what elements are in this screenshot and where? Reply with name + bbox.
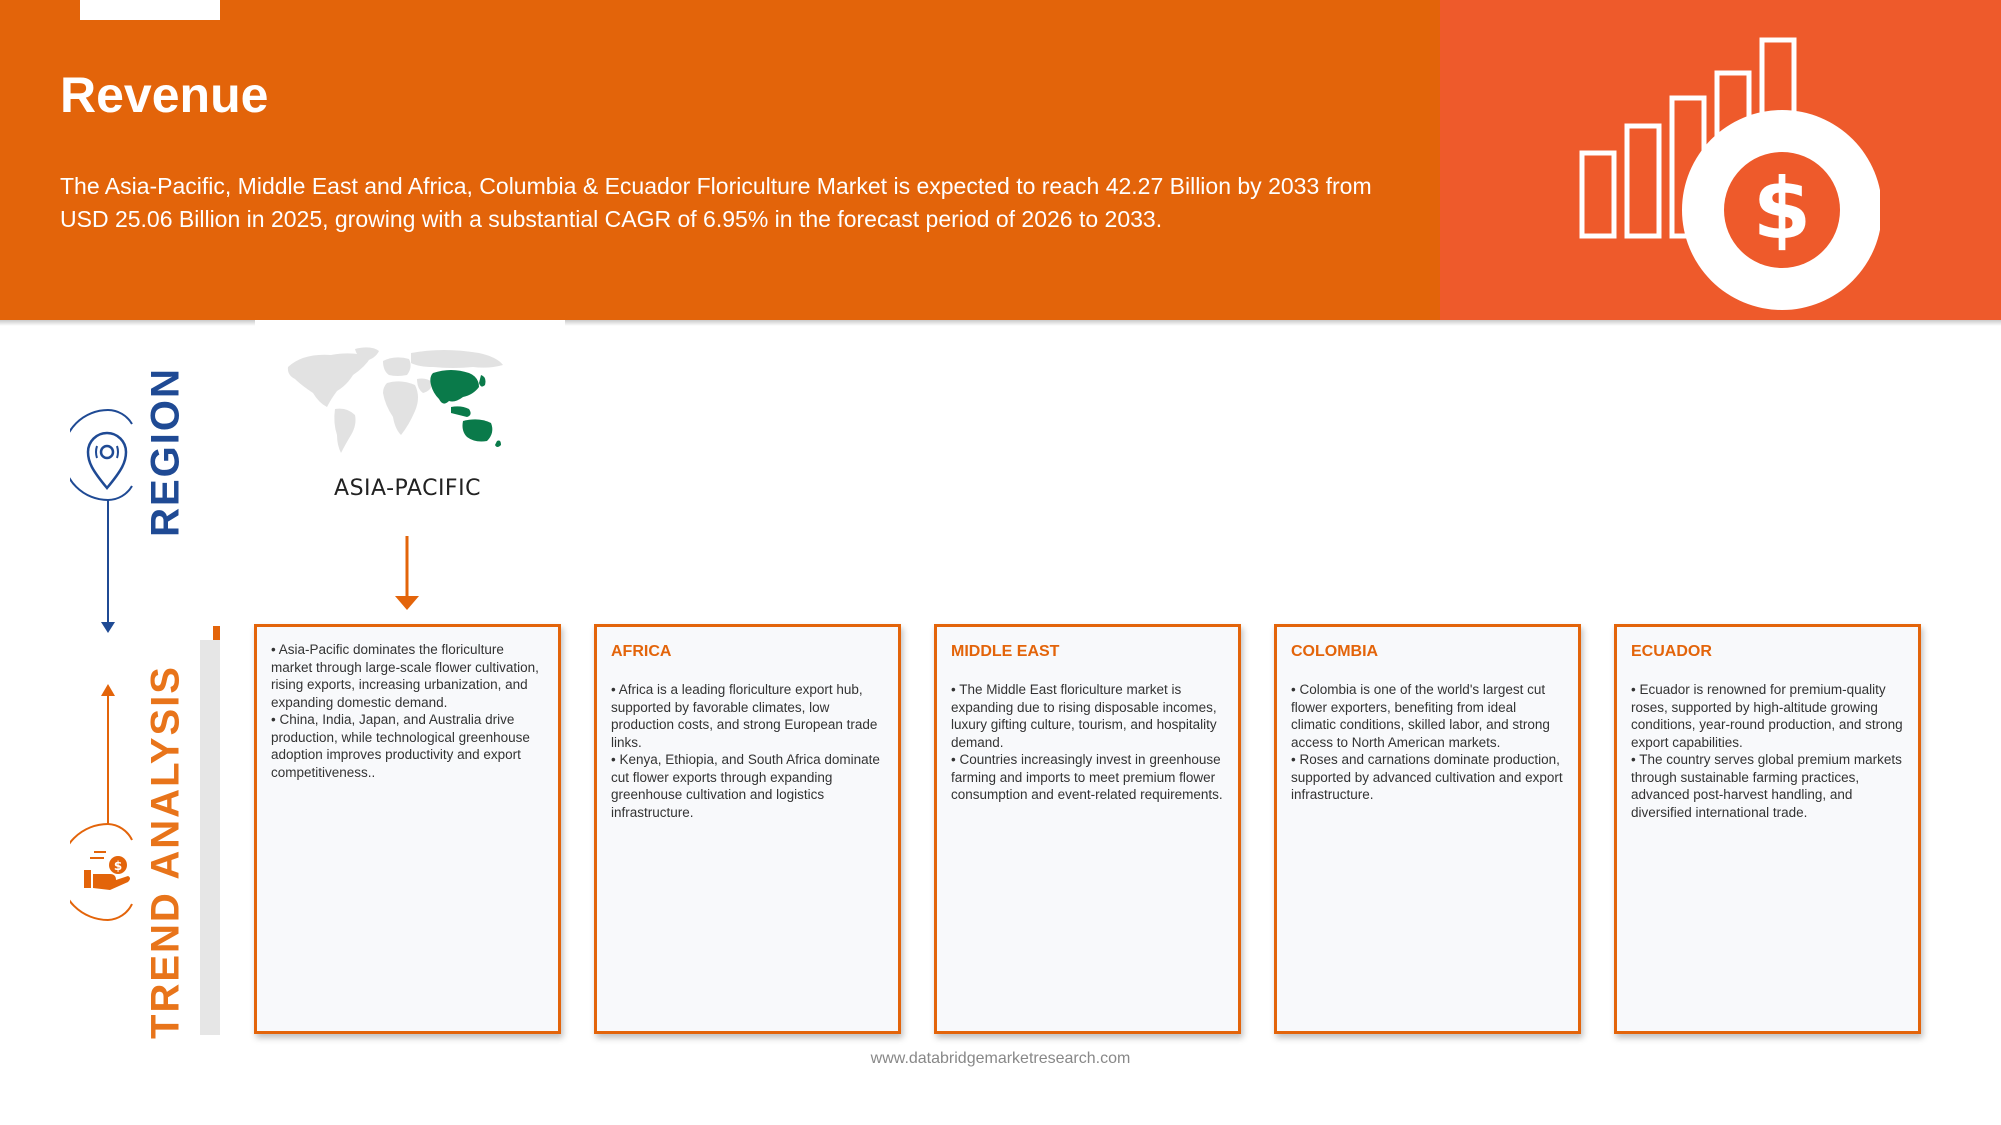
card-middle-east: [934, 624, 1241, 1034]
svg-text:$: $: [1752, 160, 1812, 258]
region-label: REGION: [143, 367, 188, 537]
dollar-icon: [1724, 152, 1840, 268]
card-point: • Countries increasingly invest in greenhouse farming and imports to meet premium flower consumption and event-related requirements.: [951, 752, 1223, 802]
card-africa: [594, 624, 901, 1034]
rail-connector: [70, 400, 150, 930]
rail-tab: [80, 0, 220, 20]
card-point: • Asia-Pacific dominates the floriculture market through large-scale flower cultivation, rising exports, increasing urbanization, and expanding domestic demand.: [271, 642, 539, 710]
card-point: • Africa is a leading floriculture export hub, supported by favorable climates, low production costs, and strong European trade links.: [611, 682, 878, 750]
header-banner: [0, 0, 1440, 320]
card-title: COLOMBIA: [1291, 643, 1379, 660]
card-point: • Kenya, Ethiopia, and South Africa dominate cut flower exports through expanding greenhouse cultivation and logistics infrastructure.: [611, 752, 880, 820]
card-point: • Ecuador is renowned for premium-quality roses, supported by high-altitude growing conditions, year-round production, and strong export capabilities.: [1631, 682, 1903, 750]
card-ecuador: [1614, 624, 1921, 1034]
card-title: ECUADOR: [1631, 643, 1712, 660]
card-asia-pacific: [254, 624, 561, 1034]
footer-url: www.databridgemarketresearch.com: [870, 1050, 1131, 1067]
card-title: AFRICA: [611, 643, 672, 660]
asia-pacific-highlight: [430, 370, 501, 447]
rail-divider: [200, 640, 220, 1035]
card-point: • The country serves global premium markets through sustainable farming practices, advanced post-harvest handling, and diversified international trade.: [1631, 752, 1902, 820]
card-colombia: [1274, 624, 1581, 1034]
region-name: ASIA-PACIFIC: [334, 476, 481, 501]
world-map: [283, 345, 508, 455]
hand-coin-icon: [84, 852, 130, 890]
card-body: [951, 681, 1224, 804]
card-body: [1631, 681, 1904, 821]
map-tab: [255, 320, 565, 340]
card-point: • Roses and carnations dominate production, supported by advanced cultivation and export infrastructure.: [1291, 752, 1563, 802]
card-point: • Colombia is one of the world's largest cut flower exporters, benefiting from ideal climatic conditions, skilled labor, and strong access to North American markets.: [1291, 682, 1550, 750]
arrow-down-icon: [393, 536, 421, 612]
svg-text:$: $: [113, 859, 123, 873]
trend-analysis-label: TREND ANALYSIS: [143, 665, 188, 1039]
card-point: • China, India, Japan, and Australia drive production, while technological greenhouse adoption improves productivity and export competitiveness..: [271, 712, 530, 780]
card-title: MIDDLE EAST: [951, 643, 1060, 660]
card-body: [1291, 681, 1564, 804]
rail-marker: [213, 626, 220, 640]
page-title: Revenue: [60, 67, 269, 123]
card-point: • The Middle East floriculture market is expanding due to rising disposable incomes, luxury gifting culture, tourism, and hospitality demand.: [951, 682, 1217, 750]
header-description: The Asia-Pacific, Middle East and Africa, Columbia & Ecuador Floriculture Market is expected to reach 42.27 Billion by 2033 from USD 25.06 Billion in 2025, growing with a substantial CAGR of 6.95% in the forecast period of 2026 to 2033.: [60, 173, 1372, 232]
location-pin-icon: [88, 433, 126, 488]
card-body: [271, 641, 544, 781]
revenue-chart-icon: [1570, 30, 1880, 315]
card-body: [611, 681, 884, 821]
